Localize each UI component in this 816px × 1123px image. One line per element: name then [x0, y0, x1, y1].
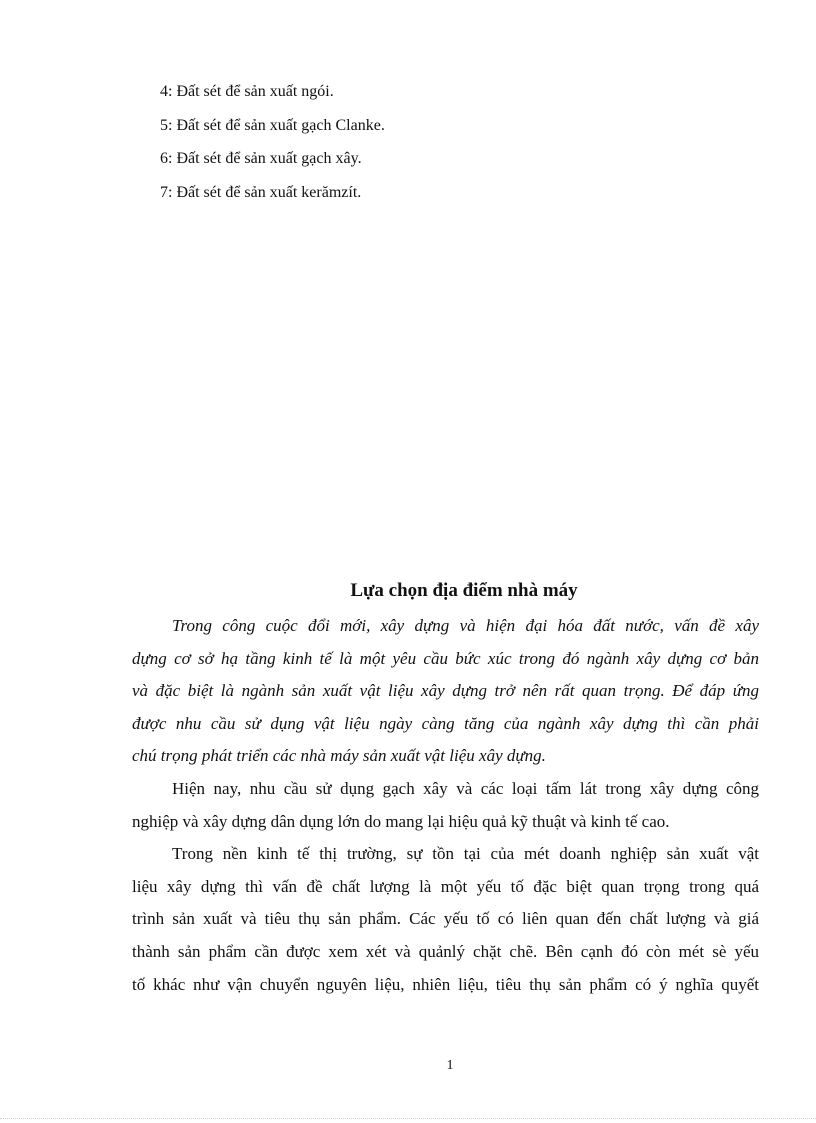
paragraph-line: được nhu cầu sử dụng vật liệu ngày càng tăng của ngành xây dựng thì cần phải	[132, 713, 759, 733]
list-item: 4: Đất sét để sản xuất ngói.	[160, 83, 334, 100]
list-item: 6: Đất sét để sản xuất gạch xây.	[160, 150, 362, 167]
paragraph-line: tố khác như vận chuyển nguyên liệu, nhiên liệu, tiêu thụ sản phẩm có ý nghĩa quyết	[132, 974, 759, 994]
paragraph-line: liệu xây dựng thì vấn đề chất lượng là một yếu tố đặc biệt quan trọng trong quá	[132, 876, 759, 896]
paragraph-line: trình sản xuất và tiêu thụ sản phẩm. Các yếu tố có liên quan đến chất lượng và giá	[132, 909, 759, 929]
page-bottom-divider	[0, 1118, 816, 1119]
body-text	[132, 610, 759, 1001]
paragraph-line: và đặc biệt là ngành sản xuất vật liệu xây dựng trở nên rất quan trọng. Để đáp ứng	[132, 681, 759, 701]
section-heading: Lựa chọn địa điểm nhà máy	[350, 580, 578, 601]
paragraph-line: Trong công cuộc đổi mới, xây dựng và hiện đại hóa đất nước, vấn đề xây	[172, 616, 759, 635]
intro-paragraph	[132, 610, 759, 773]
market-paragraph	[132, 838, 759, 1001]
paragraph-line: Hiện nay, nhu cầu sử dụng gạch xây và các loại tấm lát trong xây dựng công	[172, 778, 759, 798]
demand-paragraph	[132, 773, 759, 838]
list-item: 5: Đất sét để sản xuất gạch Clanke.	[160, 116, 385, 134]
clay-type-list	[160, 82, 385, 216]
page-number: 1	[446, 1058, 454, 1073]
paragraph-line: chú trọng phát triển các nhà máy sản xuất vật liệu xây dựng.	[132, 746, 546, 766]
paragraph-line: thành sản phẩm cần được xem xét và quảnlý chặt chẽ. Bên cạnh đó còn mét sè yếu	[132, 941, 759, 961]
paragraph-line: Trong nền kinh tế thị trường, sự tồn tại của mét doanh nghiệp sản xuất vật	[172, 844, 759, 864]
paragraph-line: dựng cơ sở hạ tầng kinh tế là một yêu cầu bức xúc trong đó ngành xây dựng cơ bản	[132, 648, 759, 668]
list-item: 7: Đất sét để sản xuất kerămzít.	[160, 183, 362, 201]
paragraph-line: nghiệp và xây dựng dân dụng lớn do mang lại hiệu quả kỹ thuật và kinh tế cao.	[132, 811, 670, 831]
